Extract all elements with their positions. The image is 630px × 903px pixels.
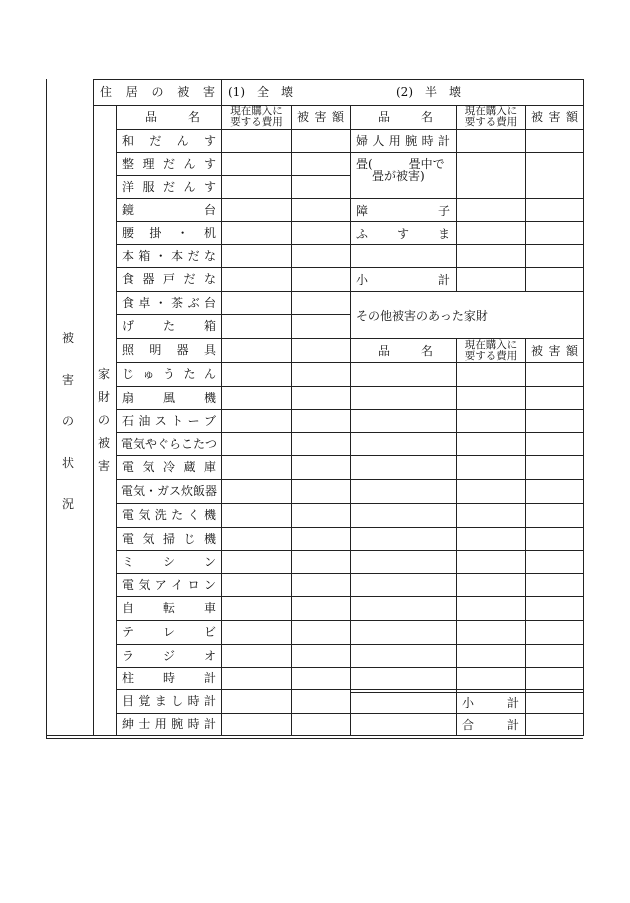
household-item-name [122, 508, 216, 522]
label-char: げ [122, 319, 135, 333]
label-char: 額 [331, 110, 344, 124]
label-char: 電 [122, 532, 135, 546]
header-purchase-cost [457, 106, 525, 128]
label-char: 住 [100, 85, 113, 99]
label-char: 洋 [122, 180, 135, 194]
label-char: く [187, 508, 200, 522]
header-cost-line: 要する費用 [464, 350, 518, 362]
label-char: テ [122, 625, 135, 639]
half-collapse-option: (2) 半 壊 [396, 85, 461, 99]
label-char: た [183, 367, 196, 381]
label-char: ブ [203, 414, 216, 428]
label-char: の [61, 414, 74, 428]
label-char: ゅ [142, 367, 155, 381]
header-cost-line: 要する費用 [464, 116, 518, 128]
label-char: 掃 [162, 532, 175, 546]
row-line [116, 314, 350, 315]
label-char: 計 [203, 671, 216, 685]
row-line [350, 692, 583, 693]
label-char: ・ [154, 296, 167, 310]
label-char: な [203, 272, 216, 286]
col-line [525, 105, 526, 291]
label-char: す [203, 134, 216, 148]
label-char: シ [162, 555, 175, 569]
label-char: 計 [506, 696, 519, 710]
label-char: 被 [97, 436, 110, 450]
household-item-name [122, 484, 216, 498]
label-char: ビ [203, 625, 216, 639]
label-char: 石 [122, 414, 135, 428]
label-char: 台 [203, 296, 216, 310]
household-item-name [122, 717, 216, 731]
label-char: 気 [138, 578, 151, 592]
header-cost-line: 要する費用 [230, 116, 283, 128]
label-char: す [203, 157, 216, 171]
label-char: 本 [171, 249, 184, 263]
label-char: 具 [203, 343, 216, 357]
label-char: 電気やぐらこたつ [121, 437, 218, 451]
label-char: 被 [531, 344, 544, 358]
household-damage-label-vertical [96, 367, 112, 473]
label-char: 転 [162, 601, 175, 615]
label-char: 小 [462, 696, 475, 710]
label-char: 名 [420, 110, 433, 124]
right-subtotal-label [356, 273, 450, 287]
label-char: 品 [145, 110, 158, 124]
label-char: の [151, 85, 164, 99]
label-char: ミ [122, 555, 135, 569]
header-damage-amount [531, 110, 578, 124]
label-char: 照 [122, 343, 135, 357]
label-char: 家 [97, 367, 110, 381]
household-item-name [122, 437, 216, 451]
label-char: 額 [565, 344, 578, 358]
right-item-fusuma [356, 227, 450, 241]
household-item-name [122, 460, 216, 474]
col-line [583, 79, 584, 736]
label-char: だ [149, 134, 162, 148]
label-char: 油 [138, 414, 151, 428]
label-char: ・ [176, 226, 189, 240]
col-line [46, 79, 47, 738]
right-item-shoji [356, 204, 450, 218]
label-char: 扇 [122, 391, 135, 405]
label-char: 理 [142, 157, 155, 171]
label-char: 風 [162, 391, 175, 405]
label-char: 器 [142, 272, 155, 286]
household-item-name [122, 226, 216, 240]
col-line [291, 105, 292, 736]
header-cost-line: 現在購入に [464, 339, 518, 351]
label-char: 品 [378, 110, 391, 124]
label-char: ト [171, 414, 184, 428]
label-char: 茶 [171, 296, 184, 310]
label-char: ラ [122, 649, 135, 663]
label-char: ぶ [187, 296, 200, 310]
label-char: 食 [122, 272, 135, 286]
dwelling-damage-label [100, 85, 215, 99]
label-char: ふ [356, 227, 369, 241]
household-item-name [122, 625, 216, 639]
label-char: す [396, 227, 409, 241]
label-char: 計 [506, 718, 519, 732]
label-char: う [162, 367, 175, 381]
label-char: 品 [378, 344, 391, 358]
household-item-name [122, 157, 216, 171]
header-damage-amount [531, 344, 578, 358]
label-char: 整 [122, 157, 135, 171]
other-items-title: その他被害のあった家財 [356, 309, 488, 323]
label-char: 時 [187, 694, 200, 708]
label-char: ん [183, 157, 196, 171]
label-char: 器 [176, 343, 189, 357]
label-char: ロ [187, 578, 200, 592]
label-char: 和 [122, 134, 135, 148]
col-line [221, 79, 222, 736]
label-char: 腰 [122, 226, 135, 240]
household-item-name [122, 249, 216, 263]
label-char: 障 [356, 204, 369, 218]
right-item-tatami-line2: 畳が被害) [372, 169, 425, 183]
household-item-name [122, 203, 216, 217]
household-item-name [122, 296, 216, 310]
label-char: 明 [149, 343, 162, 357]
grand-total-label [462, 718, 519, 732]
header-purchase-cost [457, 340, 525, 362]
label-char: 車 [203, 601, 216, 615]
label-char: ン [203, 578, 216, 592]
label-char: だ [187, 249, 200, 263]
label-char: 電気・ガス炊飯器 [121, 484, 218, 498]
label-char: 柱 [122, 671, 135, 685]
label-char: だ [183, 272, 196, 286]
col-line [350, 105, 351, 736]
label-char: ア [154, 578, 167, 592]
header-item-name [378, 110, 433, 124]
label-char: 士 [138, 717, 151, 731]
label-char: 時 [421, 134, 434, 148]
header-item-name [145, 110, 200, 124]
label-char: イ [171, 578, 184, 592]
label-char: 目 [122, 694, 135, 708]
label-char: 電 [122, 460, 135, 474]
label-char: ス [154, 414, 167, 428]
label-char: 覚 [138, 694, 151, 708]
label-char: 用 [388, 134, 401, 148]
label-char: だ [162, 157, 175, 171]
household-item-name [122, 134, 216, 148]
border-bottom [46, 735, 583, 736]
household-item-name [122, 555, 216, 569]
label-char: 箱 [138, 249, 151, 263]
household-item-name [122, 578, 216, 592]
label-char: 婦 [356, 134, 369, 148]
header-item-name [378, 344, 433, 358]
household-item-name [122, 414, 216, 428]
label-char: 害 [314, 110, 327, 124]
label-char: 害 [61, 372, 74, 387]
label-char: 洗 [154, 508, 167, 522]
label-char: オ [203, 649, 216, 663]
label-char: 気 [142, 460, 155, 474]
label-char: 食 [122, 296, 135, 310]
label-char: レ [162, 625, 175, 639]
household-item-name [122, 180, 216, 194]
label-char: 被 [61, 331, 74, 345]
label-char: 財 [97, 390, 110, 404]
section-label-vertical [60, 331, 76, 511]
label-char: ま [154, 694, 167, 708]
label-char: す [203, 180, 216, 194]
label-char: 状 [61, 455, 74, 470]
label-char: 計 [203, 694, 216, 708]
label-char: 機 [203, 532, 216, 546]
label-char: ん [176, 134, 189, 148]
col-line [116, 105, 117, 736]
label-char: ま [437, 227, 450, 241]
label-char: 名 [187, 110, 200, 124]
col-line [456, 105, 457, 291]
label-char: ん [183, 180, 196, 194]
label-char: ・ [154, 249, 167, 263]
label-char: 計 [437, 273, 450, 287]
right-item-tatami-line1: 畳( 畳中で [356, 157, 445, 171]
label-char: じ [183, 532, 196, 546]
label-char: 自 [122, 601, 135, 615]
label-char: じ [122, 367, 135, 381]
label-char: 額 [565, 110, 578, 124]
label-char: 害 [548, 110, 561, 124]
household-item-name [122, 391, 216, 405]
label-char: 害 [97, 459, 110, 473]
label-char: 被 [297, 110, 310, 124]
border-top [93, 79, 583, 80]
label-char: 居 [125, 85, 138, 99]
label-char: だ [162, 180, 175, 194]
label-char: た [162, 319, 175, 333]
col-line [525, 338, 526, 736]
label-char: 機 [203, 508, 216, 522]
label-char: 気 [138, 508, 151, 522]
label-char: 箱 [203, 319, 216, 333]
label-char: 害 [548, 344, 561, 358]
label-char: 蔵 [183, 460, 196, 474]
label-char: 冷 [162, 460, 175, 474]
label-char: 計 [437, 134, 450, 148]
household-item-name [122, 532, 216, 546]
label-char: ん [203, 367, 216, 381]
label-char: 時 [187, 717, 200, 731]
label-char: な [203, 249, 216, 263]
household-item-name [122, 272, 216, 286]
label-char: 腕 [405, 134, 418, 148]
household-item-name [122, 694, 216, 708]
household-item-name [122, 319, 216, 333]
household-item-name [122, 367, 216, 381]
label-char: 害 [202, 85, 215, 99]
label-char: 被 [177, 85, 190, 99]
label-char: 掛 [149, 226, 162, 240]
label-char: 況 [61, 497, 74, 511]
label-char: の [97, 413, 110, 427]
col-line [456, 338, 457, 736]
col-line [93, 79, 94, 736]
label-char: 服 [142, 180, 155, 194]
label-char: 人 [372, 134, 385, 148]
header-damage-amount [297, 110, 344, 124]
label-char: ン [203, 555, 216, 569]
label-char: 本 [122, 249, 135, 263]
label-char: 機 [203, 391, 216, 405]
label-char: た [171, 508, 184, 522]
label-char: 卓 [138, 296, 151, 310]
row-line [116, 175, 350, 176]
label-char: ー [187, 414, 200, 428]
label-char: 庫 [203, 460, 216, 474]
label-char: 紳 [122, 717, 135, 731]
other-subtotal-label [462, 696, 519, 710]
label-char: 電 [122, 508, 135, 522]
label-char: 気 [142, 532, 155, 546]
label-char: ジ [162, 649, 175, 663]
label-char: 被 [531, 110, 544, 124]
label-char: 合 [462, 718, 475, 732]
label-char: 子 [437, 204, 450, 218]
household-item-name [122, 601, 216, 615]
header-cost-line: 現在購入に [464, 105, 518, 117]
label-char: 電 [122, 578, 135, 592]
label-char: 鏡 [122, 203, 135, 217]
label-char: 時 [162, 671, 175, 685]
label-char: し [171, 694, 184, 708]
header-cost-line: 現在購入に [230, 105, 283, 117]
label-char: 腕 [171, 717, 184, 731]
label-char: 小 [356, 273, 369, 287]
household-item-name [122, 343, 216, 357]
household-item-name [122, 671, 216, 685]
label-char: 計 [203, 717, 216, 731]
label-char: 机 [203, 226, 216, 240]
total-collapse-option: (1) 全 壊 [228, 85, 293, 99]
right-item-womens-watch [356, 134, 450, 148]
label-char: 台 [203, 203, 216, 217]
label-char: 名 [420, 344, 433, 358]
header-purchase-cost [222, 106, 291, 128]
label-char: 戸 [162, 272, 175, 286]
household-item-name [122, 649, 216, 663]
border-bottom [46, 738, 583, 739]
label-char: 用 [154, 717, 167, 731]
